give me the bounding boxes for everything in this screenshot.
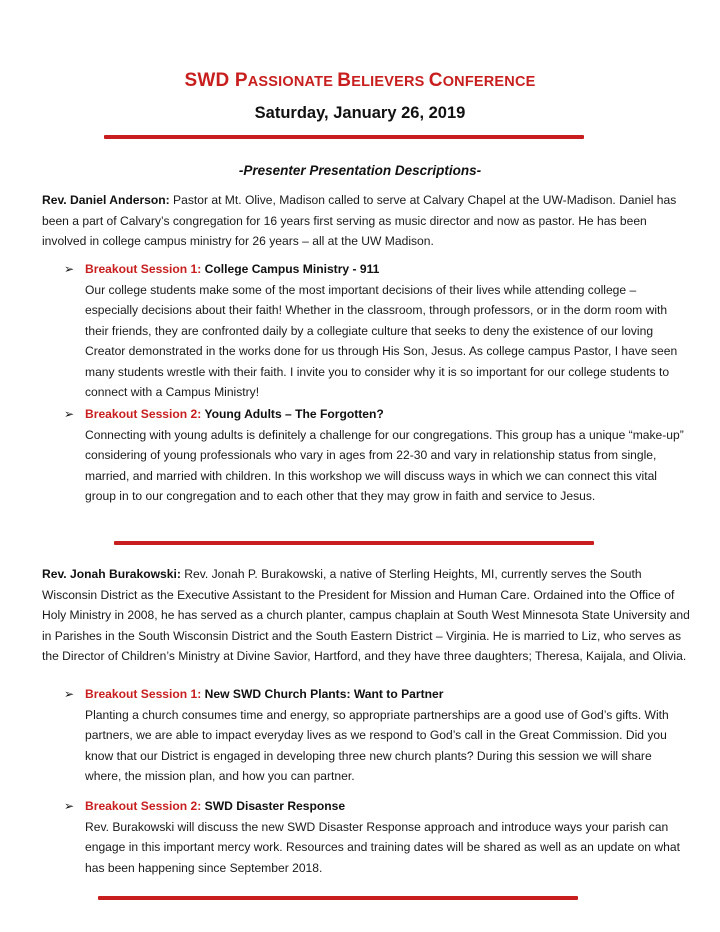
presenter-bio [42, 190, 692, 252]
session-label: Breakout Session 2: [85, 799, 202, 813]
breakout-session [64, 684, 690, 787]
session-description: Planting a church consumes time and energy, so appropriate partnerships are a good use of God’s gifts. With partners, we are able to impact everyday lives as we respond to God’s call in the Great Commission. Did you know that our District is engaged in developing three new church plants? During this session we will share where, the mission plan, and how you can partner. [85, 707, 669, 783]
section-subheading: -Presenter Presentation Descriptions- [238, 163, 482, 178]
session-title: SWD Disaster Response [204, 799, 346, 813]
presenter-bio [42, 564, 692, 667]
arrow-bullet-icon: ➢ [64, 262, 75, 276]
arrow-bullet-icon: ➢ [64, 407, 75, 421]
session-title: New SWD Church Plants: Want to Partner [204, 687, 444, 701]
divider-top [104, 135, 584, 139]
presenter-name: Rev. Jonah Burakowski: [42, 567, 181, 581]
session-label: Breakout Session 1: [85, 262, 202, 276]
divider-middle [114, 541, 594, 545]
conference-title: SWD PASSIONATE BELIEVERS CONFERENCE [184, 70, 536, 91]
session-description: Our college students make some of the most important decisions of their lives while attending college – especially decisions about their faith! Whether in the classroom, through professors, or in the dorm room with their friends, they are confronted daily by a collegiate culture that seeks to deny the existence of our loving Creator demonstrated in the works done for us through His Son, Jesus. As college campus Pastor, I have seen many students wrestle with their faith. I invite you to consider why it is so important for our college students to connect with a Campus Ministry! [85, 282, 678, 399]
breakout-session [64, 796, 690, 878]
session-title: Young Adults – The Forgotten? [204, 407, 384, 421]
conference-date: Saturday, January 26, 2019 [254, 104, 466, 122]
presenter-bio-text: Pastor at Mt. Olive, Madison called to serve at Calvary Chapel at the UW-Madison. Daniel has been a part of Calvary’s congregation for 16 years first serving as music director and now as pastor. He has been involved in college campus ministry for 26 years – all at the UW Madison. [42, 193, 677, 248]
session-description: Rev. Burakowski will discuss the new SWD Disaster Response approach and introduce ways your parish can engage in this important mercy work. Resources and training dates will be shared as well as an update on what has been happening since September 2018. [85, 819, 680, 875]
session-label: Breakout Session 2: [85, 407, 202, 421]
session-title: College Campus Ministry - 911 [204, 262, 380, 276]
session-description: Connecting with young adults is definitely a challenge for our congregations. This group has a unique “make-up” considering of young professionals who vary in ages from 22-30 and vary in relationship status from single, married, and married with children. In this workshop we will discuss ways in which we can connect this vital group in to our congregation and to each other that they may grow in faith and service to Jesus. [85, 427, 684, 503]
presenter-bio-text: Rev. Jonah P. Burakowski, a native of Sterling Heights, MI, currently serves the South Wisconsin District as the Executive Assistant to the President for Mission and Human Care. Ordained into the Office of Holy Ministry in 2008, he has served as a church planter, campus chaplain at South West Minnesota State University and in Parishes in the South Wisconsin District and the South Eastern District – Virginia. He is married to Liz, who serves as the Director of Children’s Ministry at Divine Savior, Hartford, and they have three daughters; Theresa, Kaijala, and Olivia. [42, 567, 690, 663]
breakout-session [64, 404, 690, 507]
arrow-bullet-icon: ➢ [64, 799, 75, 813]
divider-bottom [98, 896, 578, 900]
presenter-name: Rev. Daniel Anderson: [42, 193, 170, 207]
session-label: Breakout Session 1: [85, 687, 202, 701]
breakout-session [64, 259, 690, 403]
arrow-bullet-icon: ➢ [64, 687, 75, 701]
